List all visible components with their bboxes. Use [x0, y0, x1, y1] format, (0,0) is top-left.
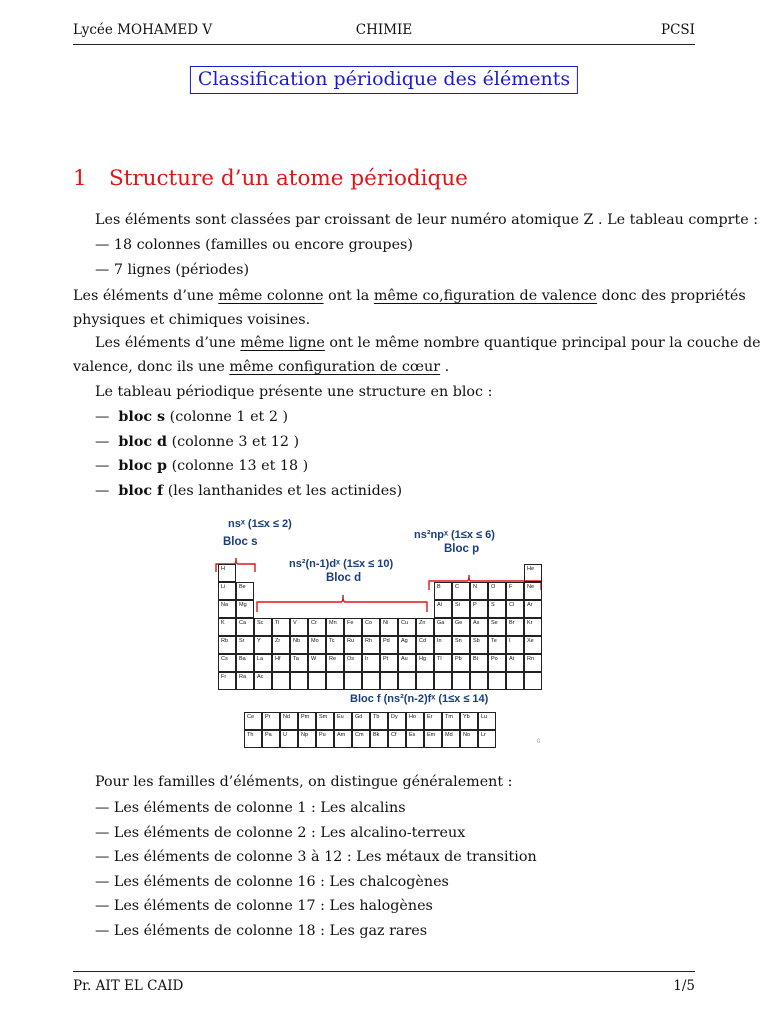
- section-heading: [73, 166, 468, 191]
- element-cell: [380, 672, 398, 690]
- element-cell: [308, 672, 326, 690]
- element-cell: Al: [434, 600, 452, 618]
- element-cell: H: [218, 564, 236, 582]
- element-cell: O: [488, 582, 506, 600]
- bloc-description: (colonne 13 et 18 ): [171, 458, 309, 475]
- element-cell: [434, 672, 452, 690]
- element-cell: Sn: [452, 636, 470, 654]
- element-cell: He: [524, 564, 542, 582]
- document-title: Classification périodique des éléments: [190, 66, 578, 94]
- colonne-paragraph-line1: [73, 284, 746, 308]
- element-cell: Be: [236, 582, 254, 600]
- element-cell: Np: [298, 730, 316, 748]
- bloc-f-config: Bloc f (ns²(n-2)fˣ (1≤x ≤ 14): [350, 693, 489, 705]
- bloc-s-config: nsˣ (1≤x ≤ 2): [228, 518, 292, 530]
- header-rule: [73, 44, 695, 45]
- element-cell: Nd: [280, 712, 298, 730]
- element-cell: Si: [452, 600, 470, 618]
- text-run: ont la: [328, 288, 370, 304]
- bloc-name: bloc d: [118, 433, 168, 450]
- blocs-intro: Le tableau périodique présente une structure en bloc :: [95, 384, 493, 400]
- element-cell: Sm: [316, 712, 334, 730]
- element-cell: Lu: [478, 712, 496, 730]
- element-cell: Na: [218, 600, 236, 618]
- underlined-term: même ligne: [240, 335, 325, 351]
- element-cell: Kr: [524, 618, 542, 636]
- page-header: [73, 22, 695, 42]
- bloc-name: bloc p: [118, 458, 168, 475]
- list-item: — 18 colonnes (familles ou encore groupes): [95, 237, 413, 253]
- element-cell: Cu: [398, 618, 416, 636]
- list-dash: —: [95, 409, 110, 425]
- element-cell: Zr: [272, 636, 290, 654]
- text-run: valence, donc ils une: [73, 359, 225, 375]
- element-cell: Gd: [352, 712, 370, 730]
- text-run: .: [444, 359, 450, 375]
- element-cell: Pb: [452, 654, 470, 672]
- element-cell: Ca: [236, 618, 254, 636]
- element-cell: Ba: [236, 654, 254, 672]
- element-cell: Ni: [380, 618, 398, 636]
- element-cell: Am: [334, 730, 352, 748]
- element-cell: Sc: [254, 618, 272, 636]
- element-cell: [452, 672, 470, 690]
- element-cell: Rb: [218, 636, 236, 654]
- element-cell: [470, 672, 488, 690]
- list-item: — 7 lignes (périodes): [95, 262, 250, 278]
- famille-list-item: — Les éléments de colonne 17 : Les halogènes: [95, 898, 433, 915]
- element-cell: Ne: [524, 582, 542, 600]
- element-cell: Tb: [370, 712, 388, 730]
- element-cell: Tc: [326, 636, 344, 654]
- bloc-p-config: ns²npˣ (1≤x ≤ 6): [414, 529, 495, 541]
- underlined-term: même co,figuration de valence: [373, 288, 598, 304]
- header-subject: CHIMIE: [355, 22, 413, 38]
- element-cell: Ar: [524, 600, 542, 618]
- element-cell: Hg: [416, 654, 434, 672]
- famille-list-item: — Les éléments de colonne 16 : Les chalcogènes: [95, 873, 449, 890]
- famille-list-item: — Les éléments de colonne 1 : Les alcalins: [95, 800, 406, 816]
- element-cell: V: [290, 618, 308, 636]
- element-cell: Li: [218, 582, 236, 600]
- element-cell: Ge: [452, 618, 470, 636]
- element-cell: Fr: [218, 672, 236, 690]
- familles-intro: Pour les familles d’éléments, on distingue généralement :: [95, 774, 513, 790]
- element-cell: [290, 672, 308, 690]
- section-title: Structure d’un atome périodique: [109, 166, 468, 191]
- element-cell: Tl: [434, 654, 452, 672]
- bloc-name: bloc s: [118, 409, 166, 425]
- bloc-description: (colonne 3 et 12 ): [171, 433, 300, 450]
- element-cell: Eu: [334, 712, 352, 730]
- underlined-term: même colonne: [218, 288, 324, 304]
- element-cell: [524, 672, 542, 690]
- ligne-paragraph-line1: [73, 331, 761, 355]
- footer-page-number: 1/5: [673, 978, 695, 994]
- element-cell: K: [218, 618, 236, 636]
- element-cell: Zn: [416, 618, 434, 636]
- element-cell: Ce: [244, 712, 262, 730]
- element-cell: Ag: [398, 636, 416, 654]
- periodic-table-figure: [208, 512, 548, 754]
- bloc-name: bloc f: [118, 482, 164, 499]
- element-cell: Sb: [470, 636, 488, 654]
- element-cell: Cd: [416, 636, 434, 654]
- element-cell: Ac: [254, 672, 272, 690]
- element-cell: [398, 672, 416, 690]
- element-cell: [488, 672, 506, 690]
- element-cell: Cm: [352, 730, 370, 748]
- element-cell: Lr: [478, 730, 496, 748]
- element-cell: Ra: [236, 672, 254, 690]
- element-cell: Yb: [460, 712, 478, 730]
- element-cell: Se: [488, 618, 506, 636]
- main-periodic-grid: [218, 564, 542, 690]
- element-cell: Bi: [470, 654, 488, 672]
- element-cell: F: [506, 582, 524, 600]
- element-cell: Tm: [442, 712, 460, 730]
- element-cell: P: [470, 600, 488, 618]
- text-run: ont le même nombre quantique principal pour la couche de: [329, 335, 761, 351]
- list-dash: —: [95, 433, 110, 450]
- element-cell: Hf: [272, 654, 290, 672]
- corner-mark: 0: [537, 739, 541, 745]
- element-cell: Pu: [316, 730, 334, 748]
- element-cell: U: [280, 730, 298, 748]
- element-cell: Pd: [380, 636, 398, 654]
- element-cell: Em: [424, 730, 442, 748]
- element-cell: Rh: [362, 636, 380, 654]
- element-cell: At: [506, 654, 524, 672]
- element-cell: I: [506, 636, 524, 654]
- element-cell: Au: [398, 654, 416, 672]
- underlined-term: même configuration de cœur: [229, 359, 441, 375]
- element-cell: La: [254, 654, 272, 672]
- element-cell: Ga: [434, 618, 452, 636]
- element-cell: Os: [344, 654, 362, 672]
- element-cell: Y: [254, 636, 272, 654]
- element-cell: W: [308, 654, 326, 672]
- list-dash: —: [95, 458, 110, 475]
- element-cell: Ho: [406, 712, 424, 730]
- section-number: 1: [73, 166, 87, 191]
- element-cell: [416, 672, 434, 690]
- list-dash: —: [95, 482, 110, 499]
- element-cell: [506, 672, 524, 690]
- element-cell: Co: [362, 618, 380, 636]
- element-cell: Ti: [272, 618, 290, 636]
- element-cell: As: [470, 618, 488, 636]
- element-cell: Nb: [290, 636, 308, 654]
- element-cell: Cf: [388, 730, 406, 748]
- element-cell: No: [460, 730, 478, 748]
- header-school: Lycée MOHAMED V: [73, 22, 213, 38]
- element-cell: Dy: [388, 712, 406, 730]
- element-cell: Ir: [362, 654, 380, 672]
- element-cell: Th: [244, 730, 262, 748]
- element-cell: Ta: [290, 654, 308, 672]
- bloc-description: (colonne 1 et 2 ): [169, 409, 289, 425]
- element-cell: Pm: [298, 712, 316, 730]
- bloc-description: (les lanthanides et les actinides): [167, 482, 403, 499]
- bloc-d-label: Bloc d: [326, 572, 362, 584]
- element-cell: Te: [488, 636, 506, 654]
- element-cell: Rn: [524, 654, 542, 672]
- element-cell: Md: [442, 730, 460, 748]
- element-cell: Pa: [262, 730, 280, 748]
- element-cell: S: [488, 600, 506, 618]
- f-block-grid: [244, 712, 496, 748]
- footer-author: Pr. AIT EL CAID: [73, 978, 184, 994]
- element-cell: Bk: [370, 730, 388, 748]
- bloc-d-config: ns²(n-1)dˣ (1≤x ≤ 10): [289, 558, 394, 570]
- header-class: PCSI: [661, 22, 695, 38]
- bloc-s-label: Bloc s: [223, 536, 258, 548]
- element-cell: Fe: [344, 618, 362, 636]
- element-cell: [344, 672, 362, 690]
- element-cell: C: [452, 582, 470, 600]
- element-cell: Mg: [236, 600, 254, 618]
- element-cell: Cr: [308, 618, 326, 636]
- element-cell: Pt: [380, 654, 398, 672]
- element-cell: Mo: [308, 636, 326, 654]
- text-run: Les éléments d’une: [95, 335, 236, 351]
- element-cell: [272, 672, 290, 690]
- bloc-list-item: [73, 479, 717, 503]
- bloc-list-item: [73, 405, 717, 429]
- bloc-list-item: [73, 430, 717, 454]
- element-cell: [362, 672, 380, 690]
- element-cell: Po: [488, 654, 506, 672]
- element-cell: Sr: [236, 636, 254, 654]
- element-cell: In: [434, 636, 452, 654]
- intro-paragraph: Les éléments sont classées par croissant de leur numéro atomique Z . Le tableau comprte :: [95, 212, 759, 228]
- bloc-p-label: Bloc p: [444, 543, 480, 555]
- element-cell: Mn: [326, 618, 344, 636]
- text-run: donc des propriétés: [601, 288, 746, 304]
- element-cell: N: [470, 582, 488, 600]
- text-run: Les éléments d’une: [73, 288, 214, 304]
- ligne-paragraph-line2: [73, 355, 695, 379]
- element-cell: Cs: [218, 654, 236, 672]
- famille-list-item: — Les éléments de colonne 18 : Les gaz rares: [95, 923, 428, 939]
- element-cell: [326, 672, 344, 690]
- element-cell: Pr: [262, 712, 280, 730]
- colonne-paragraph-line2: physiques et chimiques voisines.: [73, 312, 311, 328]
- element-cell: B: [434, 582, 452, 600]
- bloc-list-item: [73, 454, 717, 478]
- footer-rule: [73, 971, 695, 972]
- element-cell: Xe: [524, 636, 542, 654]
- element-cell: Er: [424, 712, 442, 730]
- element-cell: Ru: [344, 636, 362, 654]
- element-cell: Br: [506, 618, 524, 636]
- element-cell: Cl: [506, 600, 524, 618]
- famille-list-item: — Les éléments de colonne 3 à 12 : Les métaux de transition: [95, 849, 537, 866]
- element-cell: Es: [406, 730, 424, 748]
- famille-list-item: — Les éléments de colonne 2 : Les alcalino-terreux: [95, 824, 466, 841]
- element-cell: Re: [326, 654, 344, 672]
